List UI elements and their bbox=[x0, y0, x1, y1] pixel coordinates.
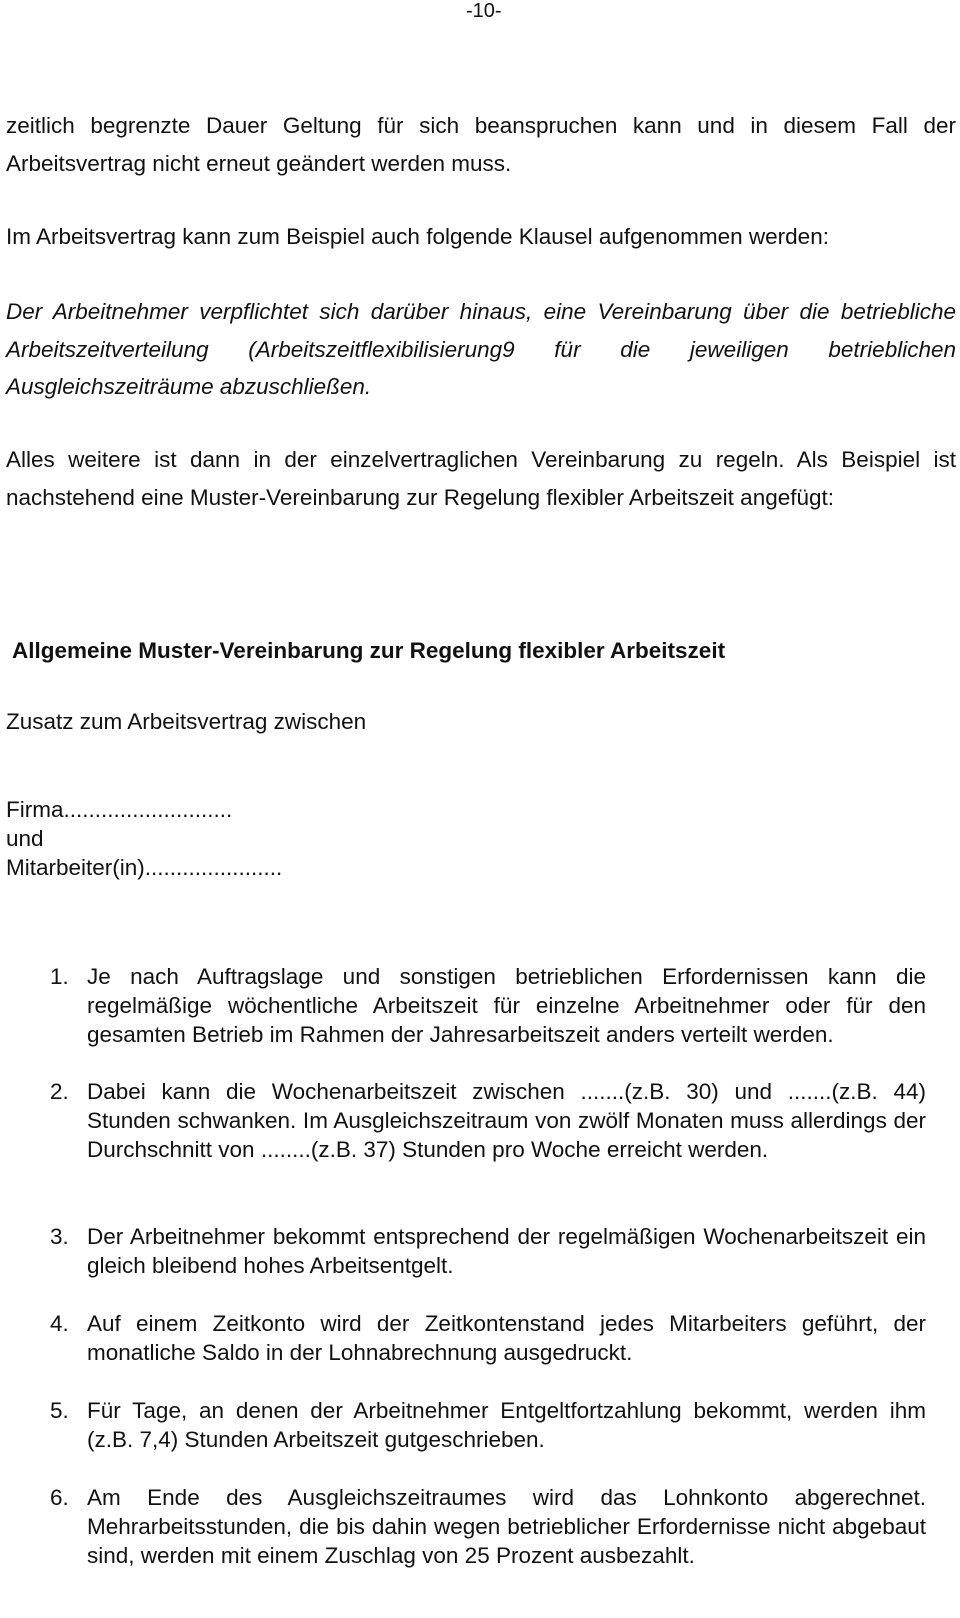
list-item bbox=[50, 1309, 926, 1367]
list-item-number: 3. bbox=[50, 1224, 69, 1249]
list-item-number: 6. bbox=[50, 1485, 69, 1510]
list-item-text: Für Tage, an denen der Arbeitnehmer Entgeltfortzahlung bekommt, werden ihm (z.B. 7,4) Stunden Arbeitszeit gutgeschrieben. bbox=[87, 1398, 926, 1452]
intro-paragraph-2: Im Arbeitsvertrag kann zum Beispiel auch folgende Klausel aufgenommen werden: bbox=[6, 224, 829, 249]
list-item-text: Auf einem Zeitkonto wird der Zeitkontenstand jedes Mitarbeiters geführt, der monatliche Saldo in der Lohnabrechnung ausgedruckt. bbox=[87, 1311, 926, 1365]
list-item bbox=[50, 1222, 926, 1280]
page-number: -10- bbox=[466, 0, 502, 22]
employee-line: Mitarbeiter(in)...................... bbox=[6, 855, 283, 880]
list-item-text: Am Ende des Ausgleichszeitraumes wird das Lohnkonto abgerechnet. Mehrarbeitsstunden, die bis dahin wegen betrieblicher Erfordernisse nicht abgebaut sind, werden mit einem Zuschlag von 25 Prozent ausbezahlt. bbox=[87, 1485, 926, 1568]
list-item bbox=[50, 1396, 926, 1454]
firm-line: Firma........................... bbox=[6, 797, 233, 822]
list-item bbox=[50, 962, 926, 1049]
list-item-number: 1. bbox=[50, 964, 69, 989]
list-item-text: Der Arbeitnehmer bekommt entsprechend der regelmäßigen Wochenarbeitszeit ein gleich bleibend hohes Arbeitsentgelt. bbox=[87, 1224, 926, 1278]
intro-paragraph-3: Alles weitere ist dann in der einzelvertraglichen Vereinbarung zu regeln. Als Beispiel ist nachstehend eine Muster-Vereinbarung zur Regelung flexibler Arbeitszeit angefügt: bbox=[6, 447, 956, 510]
agreement-subtitle: Zusatz zum Arbeitsvertrag zwischen bbox=[6, 709, 367, 734]
intro-paragraph-1: zeitlich begrenzte Dauer Geltung für sich beanspruchen kann und in diesem Fall der Arbeitsvertrag nicht erneut geändert werden muss. bbox=[6, 113, 956, 176]
list-item-number: 4. bbox=[50, 1311, 69, 1336]
clause-example: Der Arbeitnehmer verpflichtet sich darüber hinaus, eine Vereinbarung über die betriebliche Arbeitszeitverteilung (Arbeitszeitflexibilisierung9 für die jeweiligen betrieblichen Ausgleichszeiträume abzuschließen. bbox=[6, 299, 956, 399]
agreement-parties bbox=[6, 795, 282, 882]
list-item bbox=[50, 1077, 926, 1164]
and-line: und bbox=[6, 826, 44, 851]
list-item-text: Dabei kann die Wochenarbeitszeit zwischen .......(z.B. 30) und .......(z.B. 44) Stunden schwanken. Im Ausgleichszeitraum von zwölf Monaten muss allerdings der Durchschnitt von ........(z.B. 37) Stunden pro Woche erreicht werden. bbox=[87, 1079, 926, 1162]
list-item-number: 2. bbox=[50, 1079, 69, 1104]
agreement-title: Allgemeine Muster-Vereinbarung zur Regelung flexibler Arbeitszeit bbox=[12, 638, 726, 663]
list-item-text: Je nach Auftragslage und sonstigen betrieblichen Erfordernissen kann die regelmäßige wöchentliche Arbeitszeit für einzelne Arbeitnehmer oder für den gesamten Betrieb im Rahmen der Jahresarbeitszeit anders verteilt werden. bbox=[87, 964, 926, 1047]
list-item bbox=[50, 1483, 926, 1570]
list-item-number: 5. bbox=[50, 1398, 69, 1423]
